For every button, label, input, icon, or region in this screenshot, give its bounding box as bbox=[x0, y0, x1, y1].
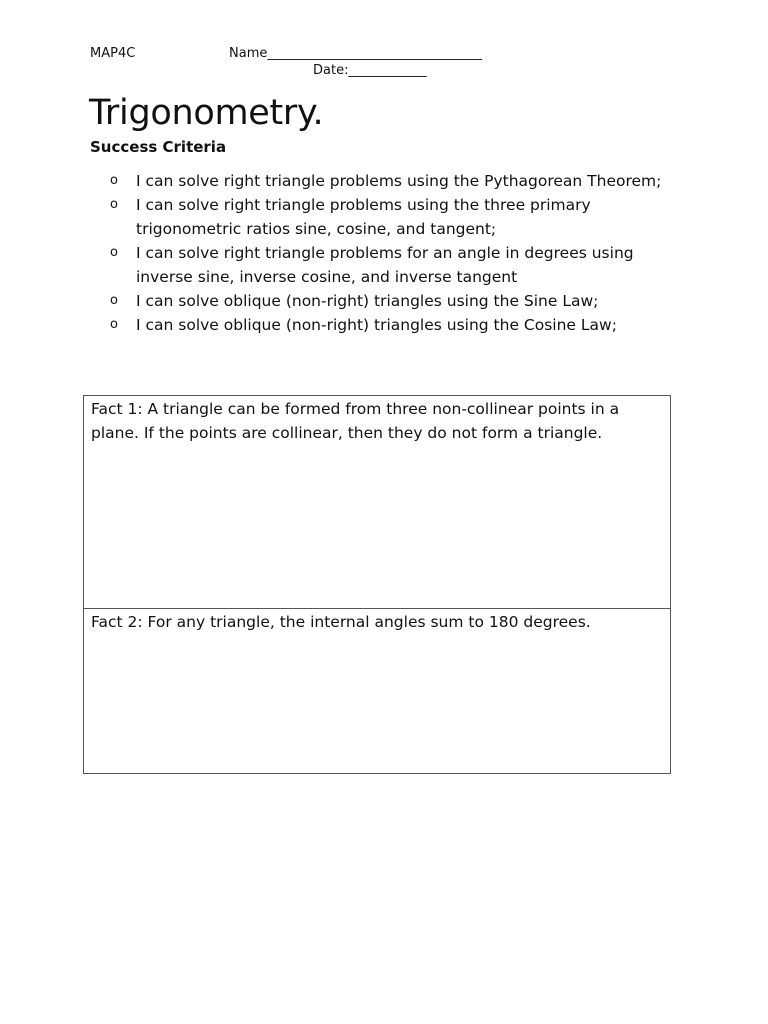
bullet-icon: o bbox=[110, 245, 118, 260]
facts-table bbox=[83, 395, 671, 774]
fact-row bbox=[84, 396, 671, 609]
page-title: Trigonometry. bbox=[89, 93, 324, 133]
bullet-icon: o bbox=[110, 197, 118, 212]
criteria-item-primary-ratios bbox=[110, 193, 670, 241]
name-field[interactable]: Name_________________________________ bbox=[229, 46, 482, 61]
criteria-text: I can solve right triangle problems for an angle in degrees using inverse sine, inverse cosine, and inverse tangent bbox=[136, 244, 634, 286]
success-criteria-heading: Success Criteria bbox=[90, 138, 227, 156]
success-criteria-list bbox=[110, 169, 670, 337]
bullet-icon: o bbox=[110, 317, 118, 332]
criteria-text: I can solve oblique (non-right) triangles using the Sine Law; bbox=[136, 292, 599, 310]
bullet-icon: o bbox=[110, 293, 118, 308]
fact-row bbox=[84, 609, 671, 774]
fact-2-cell: Fact 2: For any triangle, the internal angles sum to 180 degrees. bbox=[84, 609, 671, 774]
fact-1-cell: Fact 1: A triangle can be formed from three non-collinear points in a plane. If the points are collinear, then they do not form a triangle. bbox=[84, 396, 671, 609]
criteria-text: I can solve right triangle problems using the Pythagorean Theorem; bbox=[136, 172, 662, 190]
date-field[interactable]: Date:____________ bbox=[313, 63, 427, 78]
criteria-item-inverse-ratios bbox=[110, 241, 670, 289]
criteria-text: I can solve right triangle problems using the three primary trigonometric ratios sine, cosine, and tangent; bbox=[136, 196, 591, 238]
course-code: MAP4C bbox=[90, 46, 136, 61]
bullet-icon: o bbox=[110, 173, 118, 188]
criteria-item-sine-law bbox=[110, 289, 670, 313]
criteria-item-pythagorean bbox=[110, 169, 670, 193]
criteria-item-cosine-law bbox=[110, 313, 670, 337]
criteria-text: I can solve oblique (non-right) triangles using the Cosine Law; bbox=[136, 316, 617, 334]
